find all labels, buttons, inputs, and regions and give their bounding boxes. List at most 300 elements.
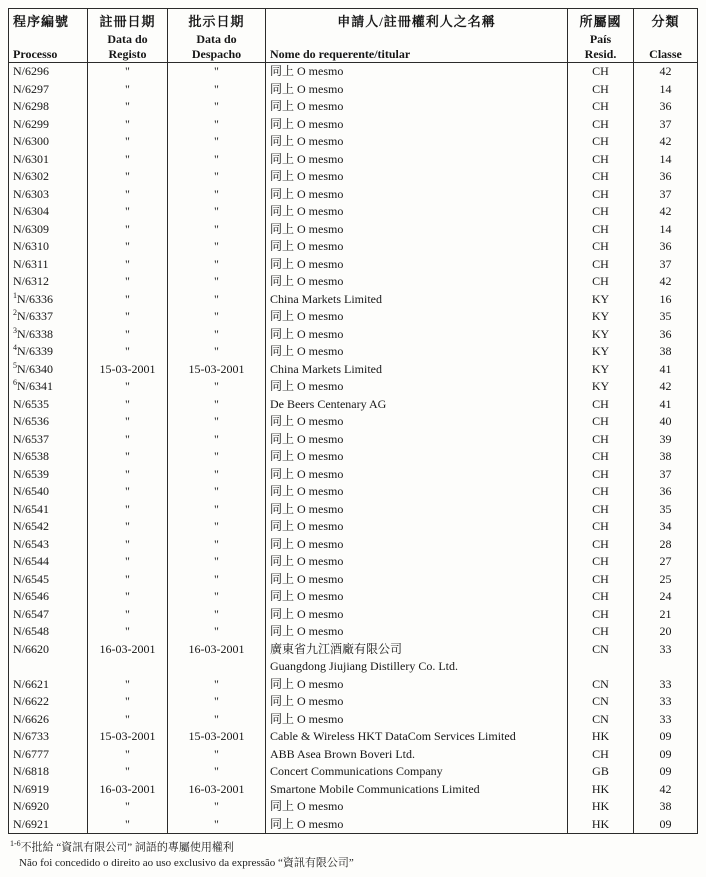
table-row xyxy=(9,816,698,834)
despacho-cell: " xyxy=(168,448,266,466)
despacho-cell: " xyxy=(168,291,266,309)
pais-cell: CH xyxy=(568,571,634,589)
despacho-cell: 16-03-2001 xyxy=(168,781,266,799)
classe-cell: 37 xyxy=(634,256,698,274)
footnote-line-zh xyxy=(10,836,698,856)
classe-cell: 34 xyxy=(634,518,698,536)
despacho-cell: " xyxy=(168,98,266,116)
table-row xyxy=(9,238,698,256)
processo-cell: $^3$N/6338 xyxy=(9,326,88,344)
pais-cell: CH xyxy=(568,133,634,151)
classe-cell: 36 xyxy=(634,168,698,186)
pais-cell: KY xyxy=(568,378,634,396)
registo-cell: " xyxy=(88,606,168,624)
processo-cell: N/6733 xyxy=(9,728,88,746)
despacho-cell: " xyxy=(168,431,266,449)
nome-cell: 同上 O mesmo xyxy=(266,571,568,589)
classe-cell: 39 xyxy=(634,431,698,449)
nome-cell: ABB Asea Brown Boveri Ltd. xyxy=(266,746,568,764)
nome-cell: China Markets Limited xyxy=(266,361,568,379)
header-processo-zh: 程序編號 xyxy=(13,14,70,29)
despacho-cell: " xyxy=(168,151,266,169)
table-row xyxy=(9,221,698,239)
table-row xyxy=(9,256,698,274)
despacho-cell: " xyxy=(168,798,266,816)
pais-cell: CH xyxy=(568,238,634,256)
pais-cell: CH xyxy=(568,623,634,641)
classe-cell: 21 xyxy=(634,606,698,624)
despacho-cell: " xyxy=(168,501,266,519)
trademark-registry-table xyxy=(8,8,698,834)
pais-cell: CH xyxy=(568,413,634,431)
pais-cell: KY xyxy=(568,326,634,344)
despacho-cell: " xyxy=(168,81,266,99)
table-row xyxy=(9,676,698,694)
table-row xyxy=(9,483,698,501)
nome-cell: 同上 O mesmo xyxy=(266,343,568,361)
nome-cell: 同上 O mesmo xyxy=(266,816,568,834)
table-row xyxy=(9,343,698,361)
processo-cell: N/6539 xyxy=(9,466,88,484)
processo-cell: N/6544 xyxy=(9,553,88,571)
registo-cell: " xyxy=(88,378,168,396)
nome-cell: De Beers Centenary AG xyxy=(266,396,568,414)
classe-cell: 36 xyxy=(634,483,698,501)
nome-cell: 同上 O mesmo xyxy=(266,536,568,554)
pais-cell: CH xyxy=(568,273,634,291)
table-row xyxy=(9,763,698,781)
nome-cell: 同上 O mesmo xyxy=(266,238,568,256)
header-despacho-pt1: Data do xyxy=(196,31,237,46)
pais-cell: CH xyxy=(568,501,634,519)
header-nome-zh: 申請人/註冊權利人之名稱 xyxy=(337,14,496,29)
processo-cell: N/6538 xyxy=(9,448,88,466)
pais-cell: CH xyxy=(568,448,634,466)
footnotes xyxy=(8,836,698,871)
processo-cell: $^6$N/6341 xyxy=(9,378,88,396)
classe-cell: 25 xyxy=(634,571,698,589)
classe-cell: 42 xyxy=(634,273,698,291)
nome-cell: 同上 O mesmo xyxy=(266,431,568,449)
pais-cell: CH xyxy=(568,168,634,186)
classe-cell: 38 xyxy=(634,343,698,361)
despacho-cell: " xyxy=(168,343,266,361)
processo-cell: N/6304 xyxy=(9,203,88,221)
processo-cell: N/6626 xyxy=(9,711,88,729)
pais-cell: CH xyxy=(568,116,634,134)
pais-cell: CN xyxy=(568,693,634,711)
despacho-cell: " xyxy=(168,466,266,484)
processo-cell: N/6302 xyxy=(9,168,88,186)
despacho-cell: " xyxy=(168,623,266,641)
despacho-cell: " xyxy=(168,413,266,431)
registo-cell: " xyxy=(88,711,168,729)
nome-cell: 同上 O mesmo xyxy=(266,448,568,466)
nome-cell: 同上 O mesmo xyxy=(266,588,568,606)
nome-cell: 同上 O mesmo xyxy=(266,518,568,536)
pais-cell xyxy=(568,658,634,676)
table-row xyxy=(9,623,698,641)
table-row xyxy=(9,431,698,449)
processo-cell: N/6542 xyxy=(9,518,88,536)
table-row xyxy=(9,588,698,606)
despacho-cell: " xyxy=(168,571,266,589)
pais-cell: KY xyxy=(568,361,634,379)
table-row xyxy=(9,658,698,676)
processo-cell: N/6301 xyxy=(9,151,88,169)
nome-cell: 同上 O mesmo xyxy=(266,203,568,221)
processo-cell: N/6548 xyxy=(9,623,88,641)
pais-cell: CH xyxy=(568,588,634,606)
classe-cell: 24 xyxy=(634,588,698,606)
pais-cell: CH xyxy=(568,483,634,501)
classe-cell: 09 xyxy=(634,728,698,746)
processo-cell: N/6621 xyxy=(9,676,88,694)
registo-cell xyxy=(88,658,168,676)
registo-cell: " xyxy=(88,448,168,466)
pais-cell: HK xyxy=(568,728,634,746)
classe-cell: 28 xyxy=(634,536,698,554)
nome-cell: 同上 O mesmo xyxy=(266,623,568,641)
registo-cell: " xyxy=(88,623,168,641)
pais-cell: CH xyxy=(568,553,634,571)
classe-cell: 42 xyxy=(634,63,698,81)
classe-cell: 33 xyxy=(634,711,698,729)
nome-cell: 同上 O mesmo xyxy=(266,186,568,204)
classe-cell: 33 xyxy=(634,641,698,659)
nome-cell: 同上 O mesmo xyxy=(266,483,568,501)
registo-cell: " xyxy=(88,763,168,781)
classe-cell: 42 xyxy=(634,781,698,799)
table-row xyxy=(9,168,698,186)
table-row xyxy=(9,728,698,746)
registo-cell: " xyxy=(88,431,168,449)
processo-cell: N/6298 xyxy=(9,98,88,116)
table-row xyxy=(9,361,698,379)
pais-cell: CH xyxy=(568,746,634,764)
classe-cell: 09 xyxy=(634,816,698,834)
pais-cell: KY xyxy=(568,291,634,309)
pais-cell: CN xyxy=(568,641,634,659)
registo-cell: " xyxy=(88,693,168,711)
table-row xyxy=(9,203,698,221)
despacho-cell: " xyxy=(168,186,266,204)
processo-cell: N/6620 xyxy=(9,641,88,659)
header-pais-zh: 所屬國 xyxy=(579,14,622,29)
processo-cell: N/6622 xyxy=(9,693,88,711)
despacho-cell: " xyxy=(168,816,266,834)
despacho-cell: 15-03-2001 xyxy=(168,728,266,746)
table-row xyxy=(9,413,698,431)
registo-cell: " xyxy=(88,571,168,589)
classe-cell: 38 xyxy=(634,798,698,816)
despacho-cell: " xyxy=(168,238,266,256)
footnote-superscript: 1-6 xyxy=(10,839,21,848)
footnote-line-pt xyxy=(10,856,698,871)
nome-cell: 同上 O mesmo xyxy=(266,553,568,571)
classe-cell: 38 xyxy=(634,448,698,466)
classe-cell: 09 xyxy=(634,763,698,781)
classe-cell: 42 xyxy=(634,378,698,396)
pais-cell: CH xyxy=(568,63,634,81)
nome-cell: Concert Communications Company xyxy=(266,763,568,781)
pais-cell: CH xyxy=(568,98,634,116)
header-classe-pt: Classe xyxy=(649,47,682,61)
classe-cell: 37 xyxy=(634,466,698,484)
processo-cell: N/6546 xyxy=(9,588,88,606)
despacho-cell: " xyxy=(168,256,266,274)
despacho-cell: " xyxy=(168,168,266,186)
table-row xyxy=(9,98,698,116)
registo-cell: " xyxy=(88,536,168,554)
classe-cell: 42 xyxy=(634,203,698,221)
pais-cell: CH xyxy=(568,606,634,624)
processo-cell: N/6310 xyxy=(9,238,88,256)
table-row xyxy=(9,606,698,624)
registo-cell: " xyxy=(88,798,168,816)
table-row xyxy=(9,466,698,484)
pais-cell: CH xyxy=(568,466,634,484)
registo-cell: " xyxy=(88,676,168,694)
despacho-cell: " xyxy=(168,763,266,781)
despacho-cell: " xyxy=(168,273,266,291)
despacho-cell: " xyxy=(168,203,266,221)
header-registo-pt1: Data do xyxy=(107,31,148,46)
registo-cell: " xyxy=(88,501,168,519)
despacho-cell: " xyxy=(168,396,266,414)
despacho-cell: " xyxy=(168,308,266,326)
nome-cell: 同上 O mesmo xyxy=(266,81,568,99)
nome-cell: 同上 O mesmo xyxy=(266,378,568,396)
despacho-cell: " xyxy=(168,518,266,536)
registo-cell: " xyxy=(88,466,168,484)
col-header-registo xyxy=(88,9,168,63)
despacho-cell: " xyxy=(168,133,266,151)
header-registo-zh: 註冊日期 xyxy=(99,14,156,29)
processo-cell: $^5$N/6340 xyxy=(9,361,88,379)
registo-cell: " xyxy=(88,256,168,274)
header-nome-pt: Nome do requerente/titular xyxy=(270,47,411,61)
table-row xyxy=(9,273,698,291)
nome-cell: Cable & Wireless HKT DataCom Services Limited xyxy=(266,728,568,746)
classe-cell xyxy=(634,658,698,676)
table-row xyxy=(9,693,698,711)
registo-cell: " xyxy=(88,326,168,344)
pais-cell: CN xyxy=(568,711,634,729)
pais-cell: KY xyxy=(568,343,634,361)
processo-cell: N/6296 xyxy=(9,63,88,81)
despacho-cell: " xyxy=(168,536,266,554)
nome-cell: 同上 O mesmo xyxy=(266,606,568,624)
nome-cell: 同上 O mesmo xyxy=(266,221,568,239)
table-row xyxy=(9,186,698,204)
table-row xyxy=(9,553,698,571)
classe-cell: 35 xyxy=(634,308,698,326)
processo-cell: N/6535 xyxy=(9,396,88,414)
registo-cell: " xyxy=(88,203,168,221)
col-header-despacho xyxy=(168,9,266,63)
pais-cell: KY xyxy=(568,308,634,326)
table-row xyxy=(9,571,698,589)
header-pais-pt1: País xyxy=(589,31,612,46)
nome-cell: 同上 O mesmo xyxy=(266,413,568,431)
table-row xyxy=(9,448,698,466)
table-row xyxy=(9,501,698,519)
nome-cell: 同上 O mesmo xyxy=(266,133,568,151)
registo-cell: " xyxy=(88,221,168,239)
registo-cell: " xyxy=(88,116,168,134)
nome-cell: 同上 O mesmo xyxy=(266,308,568,326)
processo-cell: N/6543 xyxy=(9,536,88,554)
registo-cell: " xyxy=(88,186,168,204)
table-row xyxy=(9,781,698,799)
classe-cell: 40 xyxy=(634,413,698,431)
registo-cell: 16-03-2001 xyxy=(88,641,168,659)
processo-cell: N/6303 xyxy=(9,186,88,204)
processo-cell: N/6540 xyxy=(9,483,88,501)
pais-cell: CH xyxy=(568,221,634,239)
nome-cell: 同上 O mesmo xyxy=(266,168,568,186)
classe-cell: 37 xyxy=(634,186,698,204)
classe-cell: 41 xyxy=(634,361,698,379)
registo-cell: " xyxy=(88,588,168,606)
processo-cell: N/6541 xyxy=(9,501,88,519)
nome-cell: Guangdong Jiujiang Distillery Co. Ltd. xyxy=(266,658,568,676)
processo-cell: N/6537 xyxy=(9,431,88,449)
pais-cell: CH xyxy=(568,518,634,536)
processo-cell: N/6309 xyxy=(9,221,88,239)
table-row xyxy=(9,746,698,764)
registo-cell: " xyxy=(88,291,168,309)
registo-cell: 16-03-2001 xyxy=(88,781,168,799)
processo-cell: $^2$N/6337 xyxy=(9,308,88,326)
despacho-cell: " xyxy=(168,711,266,729)
pais-cell: CH xyxy=(568,431,634,449)
classe-cell: 41 xyxy=(634,396,698,414)
registo-cell: " xyxy=(88,518,168,536)
table-row xyxy=(9,81,698,99)
despacho-cell: " xyxy=(168,588,266,606)
footnote-zh-text: 不批給 “資訊有限公司” 詞語的專屬使用權利 xyxy=(20,841,234,854)
registo-cell: " xyxy=(88,343,168,361)
pais-cell: CH xyxy=(568,396,634,414)
despacho-cell xyxy=(168,658,266,676)
registo-cell: " xyxy=(88,168,168,186)
processo-cell: N/6818 xyxy=(9,763,88,781)
despacho-cell: " xyxy=(168,116,266,134)
registo-cell: " xyxy=(88,746,168,764)
processo-cell: N/6921 xyxy=(9,816,88,834)
processo-cell: N/6536 xyxy=(9,413,88,431)
registo-cell: " xyxy=(88,273,168,291)
table-row xyxy=(9,396,698,414)
despacho-cell: " xyxy=(168,693,266,711)
despacho-cell: " xyxy=(168,378,266,396)
classe-cell: 16 xyxy=(634,291,698,309)
registo-cell: " xyxy=(88,308,168,326)
nome-cell: China Markets Limited xyxy=(266,291,568,309)
table-row xyxy=(9,326,698,344)
classe-cell: 14 xyxy=(634,81,698,99)
classe-cell: 14 xyxy=(634,221,698,239)
header-registo-pt2: Registo xyxy=(108,47,147,61)
processo-cell: N/6297 xyxy=(9,81,88,99)
despacho-cell: " xyxy=(168,676,266,694)
registo-cell: " xyxy=(88,133,168,151)
nome-cell: 廣東省九江酒廠有限公司 xyxy=(266,641,568,659)
registo-cell: " xyxy=(88,151,168,169)
pais-cell: CH xyxy=(568,256,634,274)
processo-cell: N/6920 xyxy=(9,798,88,816)
pais-cell: GB xyxy=(568,763,634,781)
processo-cell: N/6312 xyxy=(9,273,88,291)
registo-cell: " xyxy=(88,63,168,81)
pais-cell: CH xyxy=(568,81,634,99)
nome-cell: 同上 O mesmo xyxy=(266,98,568,116)
table-row xyxy=(9,63,698,81)
table-row xyxy=(9,518,698,536)
col-header-nome xyxy=(266,9,568,63)
despacho-cell: " xyxy=(168,553,266,571)
header-despacho-pt2: Despacho xyxy=(191,47,242,61)
classe-cell: 33 xyxy=(634,693,698,711)
classe-cell: 35 xyxy=(634,501,698,519)
col-header-classe xyxy=(634,9,698,63)
classe-cell: 20 xyxy=(634,623,698,641)
pais-cell: CH xyxy=(568,203,634,221)
pais-cell: CH xyxy=(568,151,634,169)
header-processo-pt: Processo xyxy=(13,47,58,61)
despacho-cell: " xyxy=(168,483,266,501)
table-row xyxy=(9,133,698,151)
table-row xyxy=(9,711,698,729)
registo-cell: " xyxy=(88,396,168,414)
nome-cell: 同上 O mesmo xyxy=(266,116,568,134)
despacho-cell: " xyxy=(168,746,266,764)
table-row xyxy=(9,798,698,816)
nome-cell: 同上 O mesmo xyxy=(266,466,568,484)
nome-cell: 同上 O mesmo xyxy=(266,693,568,711)
table-row xyxy=(9,291,698,309)
processo-cell: N/6299 xyxy=(9,116,88,134)
despacho-cell: " xyxy=(168,221,266,239)
despacho-cell: 16-03-2001 xyxy=(168,641,266,659)
nome-cell: 同上 O mesmo xyxy=(266,711,568,729)
pais-cell: HK xyxy=(568,816,634,834)
classe-cell: 09 xyxy=(634,746,698,764)
nome-cell: 同上 O mesmo xyxy=(266,151,568,169)
classe-cell: 14 xyxy=(634,151,698,169)
table-row xyxy=(9,308,698,326)
nome-cell: Smartone Mobile Communications Limited xyxy=(266,781,568,799)
processo-cell xyxy=(9,658,88,676)
classe-cell: 36 xyxy=(634,238,698,256)
registo-cell: 15-03-2001 xyxy=(88,728,168,746)
registo-cell: " xyxy=(88,413,168,431)
table-row xyxy=(9,151,698,169)
pais-cell: CH xyxy=(568,186,634,204)
despacho-cell: " xyxy=(168,63,266,81)
classe-cell: 37 xyxy=(634,116,698,134)
registo-cell: " xyxy=(88,483,168,501)
header-pais-pt2: Resid. xyxy=(584,47,617,61)
pais-cell: CH xyxy=(568,536,634,554)
processo-cell: N/6777 xyxy=(9,746,88,764)
processo-cell: N/6545 xyxy=(9,571,88,589)
registo-cell: 15-03-2001 xyxy=(88,361,168,379)
nome-cell: 同上 O mesmo xyxy=(266,676,568,694)
table-row xyxy=(9,536,698,554)
